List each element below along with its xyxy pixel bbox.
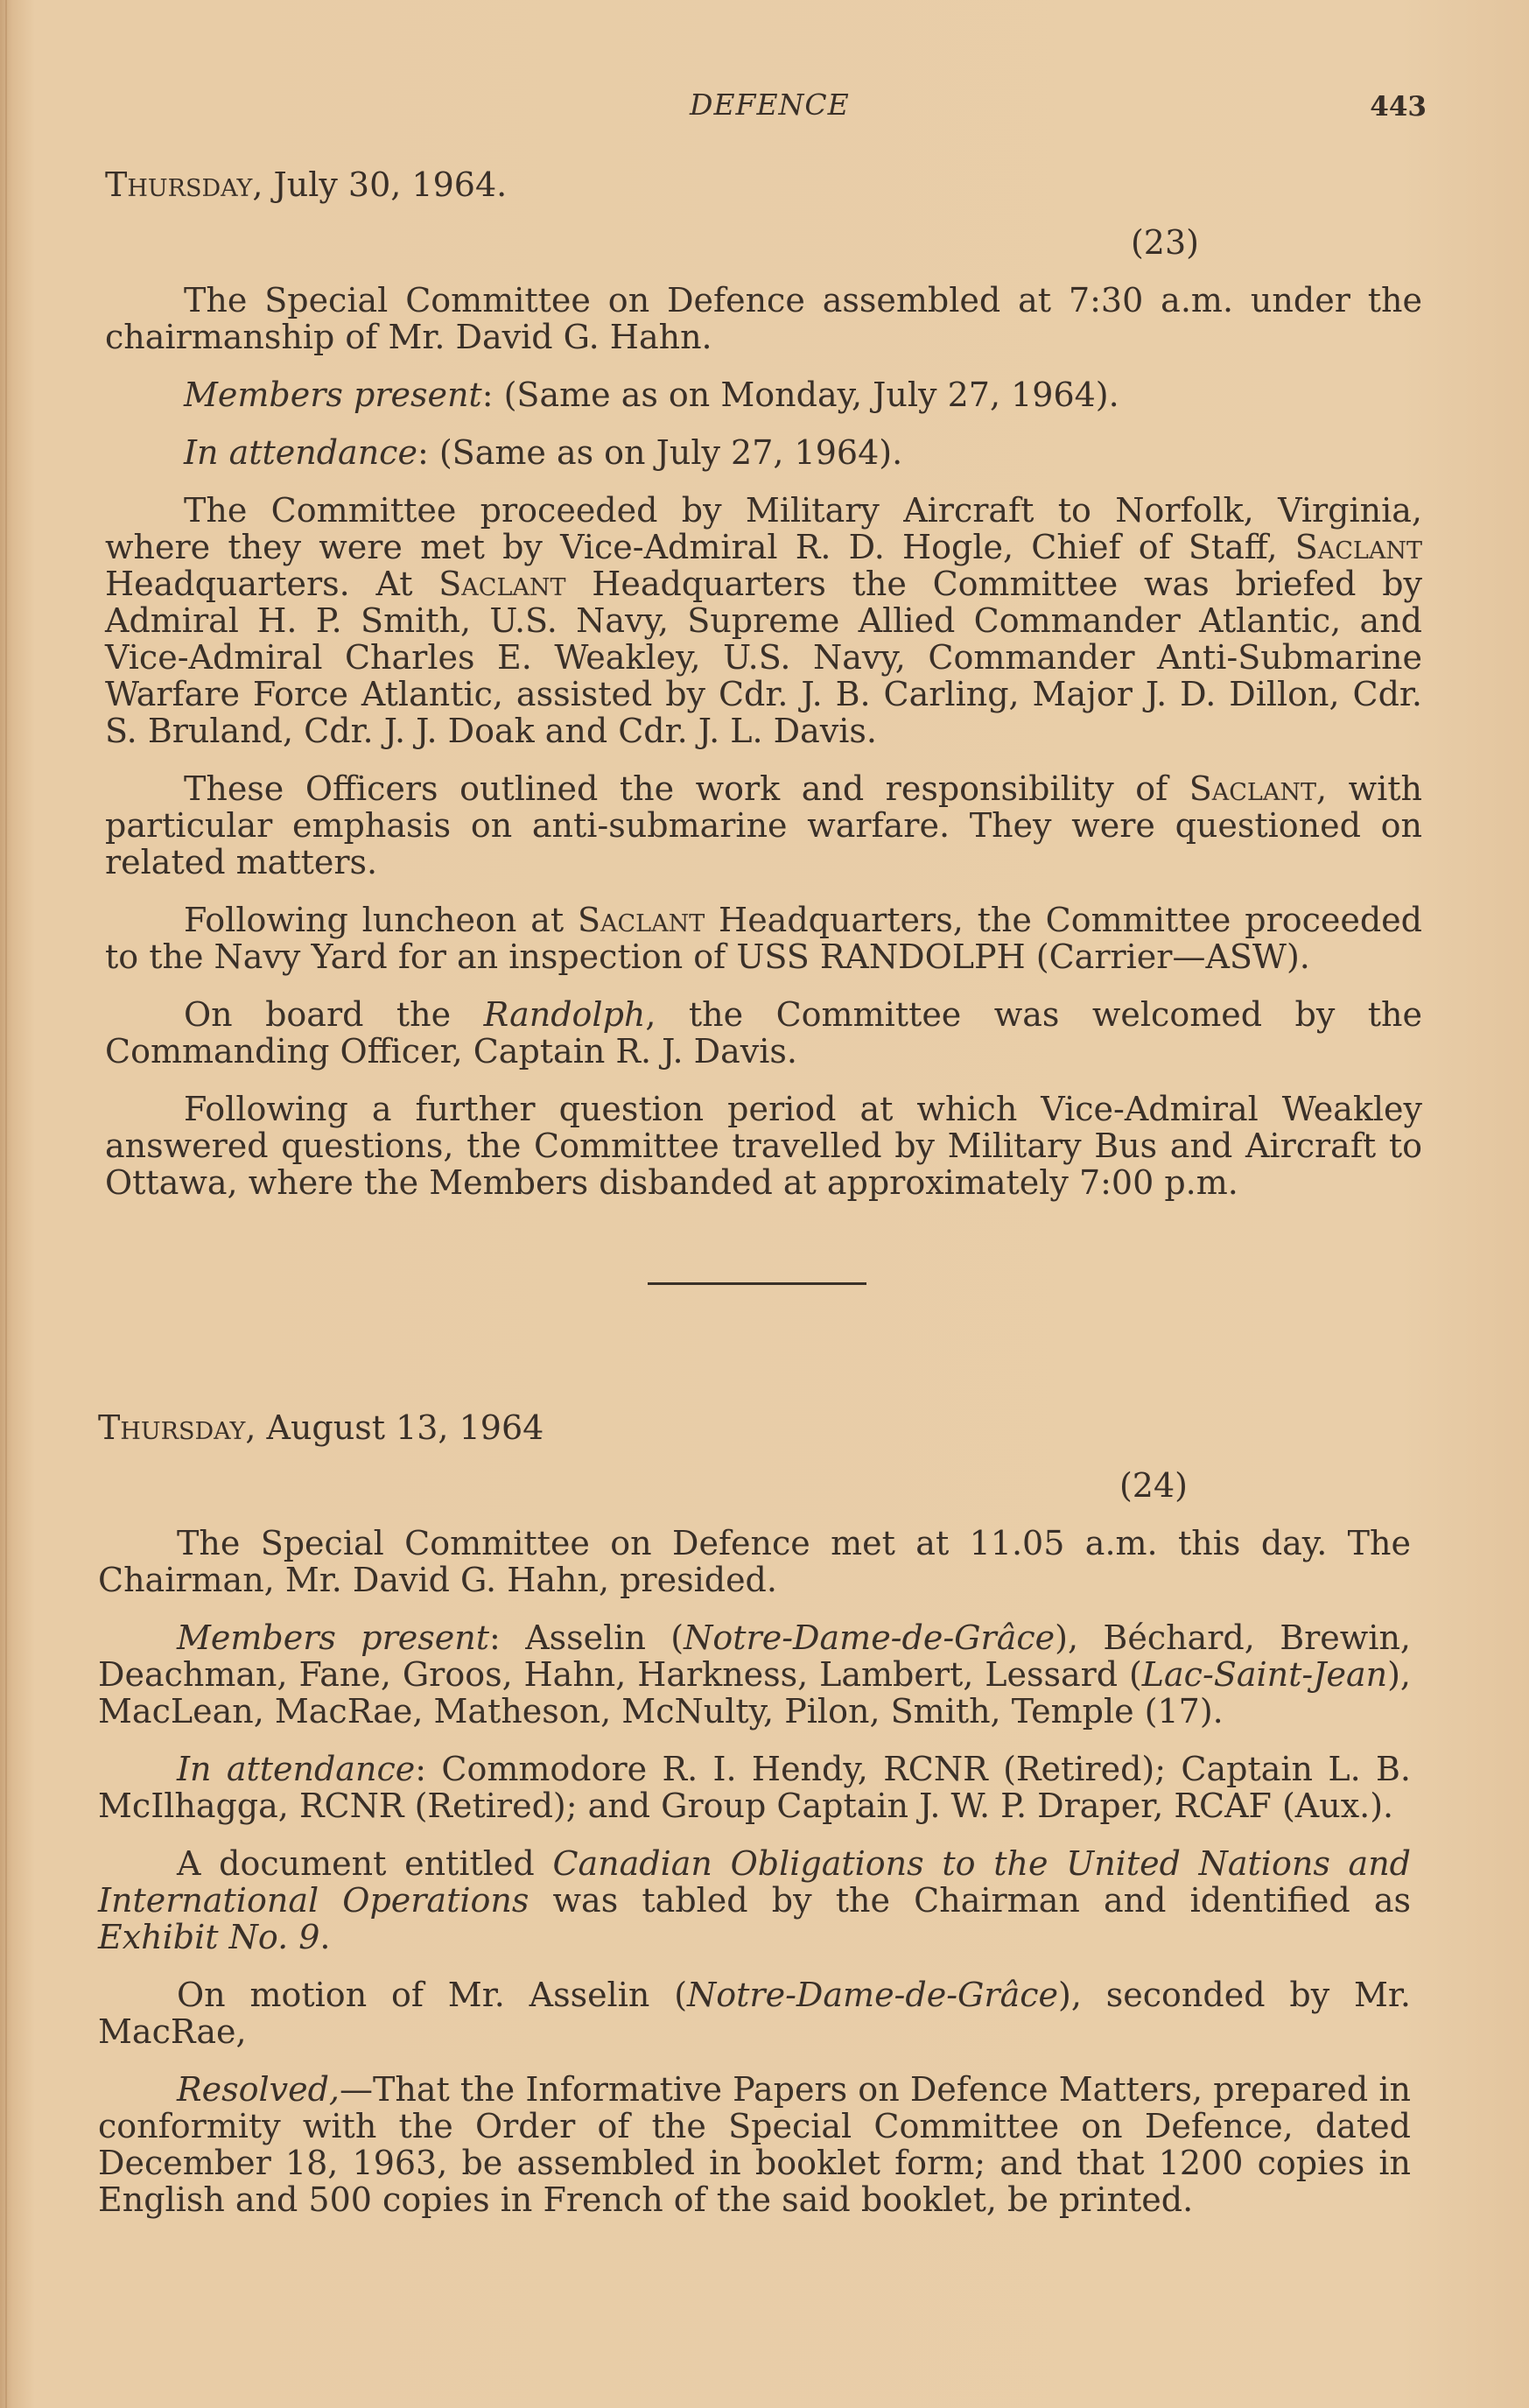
binding-edge [5, 0, 7, 2408]
resolution: Resolved,—That the Informative Papers on Defence Matters, prepared in conformity with the Order of the Special Committee on Defence, dated December 18, 1963, be assembled in booklet form; and that 1200 copies in English and 500 copies in French of the said booklet, be printed. [98, 2070, 1411, 2219]
members-present: Members present: Asselin (Notre-Dame-de-Grâce), Béchard, Brewin, Deachman, Fane, Groos, Hahn, Harkness, Lambert, Lessard (Lac-Saint-Jean), MacLean, MacRae, Matheson, McNulty, Pilon, Smith, Temple (17). [98, 1618, 1412, 1731]
paragraph: A document entitled Canadian Obligations to the United Nations and International Operations was tabled by the Chairman and identified as Exhibit No. 9. [98, 1844, 1411, 1956]
members-present: Members present: (Same as on Monday, July 27, 1964). [184, 376, 1119, 414]
motion: On motion of Mr. Asselin (Notre-Dame-de-Grâce), seconded by Mr. MacRae, [98, 1976, 1411, 2051]
meeting-date: Thursday, August 13, 1964 [98, 1408, 544, 1447]
paragraph: The Special Committee on Defence assembled at 7:30 a.m. under the chairmanship of Mr. David G. Hahn. [105, 281, 1422, 356]
paragraph: Following luncheon at Saclant Headquarters, the Committee proceeded to the Navy Yard for an inspection of USS RANDOLPH (Carrier—ASW). [105, 901, 1422, 976]
section-divider [648, 1282, 866, 1285]
paragraph: The Special Committee on Defence met at 11.05 a.m. this day. The Chairman, Mr. David G. Hahn, presided. [98, 1524, 1411, 1599]
meeting-23 [105, 166, 1422, 1222]
meeting-number: (24) [1119, 1466, 1188, 1505]
paragraph: The Committee proceeded by Military Aircraft to Norfolk, Virginia, where they were met by Vice-Admiral R. D. Hogle, Chief of Staff, Saclant Headquarters. At Saclant Headquarters the Committee was briefed by Admiral H. P. Smith, U.S. Navy, Supreme Allied Commander Atlantic, and Vice-Admiral Charles E. Weakley, U.S. Navy, Commander Anti-Submarine Warfare Force Atlantic, assisted by Cdr. J. B. Carling, Major J. D. Dillon, Cdr. S. Bruland, Cdr. J. J. Doak and Cdr. J. L. Davis. [105, 491, 1422, 750]
meeting-number: (23) [1130, 223, 1199, 262]
paragraph: On board the Randolph, the Committee was welcomed by the Commanding Officer, Captain R. J. Davis. [105, 995, 1423, 1071]
page-number: 443 [1370, 91, 1427, 123]
meeting-24 [98, 1409, 1411, 2239]
paragraph: Following a further question period at which Vice-Admiral Weakley answered questions, the Committee travelled by Military Bus and Aircraft to Ottawa, where the Members disbanded at approximately 7:00 p.m. [105, 1090, 1422, 1202]
in-attendance: In attendance: (Same as on July 27, 1964). [184, 433, 903, 472]
section-title: DEFENCE [690, 88, 850, 122]
meeting-date: Thursday, July 30, 1964. [105, 165, 508, 204]
in-attendance: In attendance: Commodore R. I. Hendy, RCNR (Retired); Captain L. B. McIlhagga, RCNR (Retired); and Group Captain J. W. P. Draper, RCAF (Aux.). [98, 1750, 1411, 1825]
paragraph: These Officers outlined the work and responsibility of Saclant, with particular emphasis on anti-submarine warfare. They were questioned on related matters. [105, 769, 1422, 881]
running-head [105, 88, 1427, 131]
